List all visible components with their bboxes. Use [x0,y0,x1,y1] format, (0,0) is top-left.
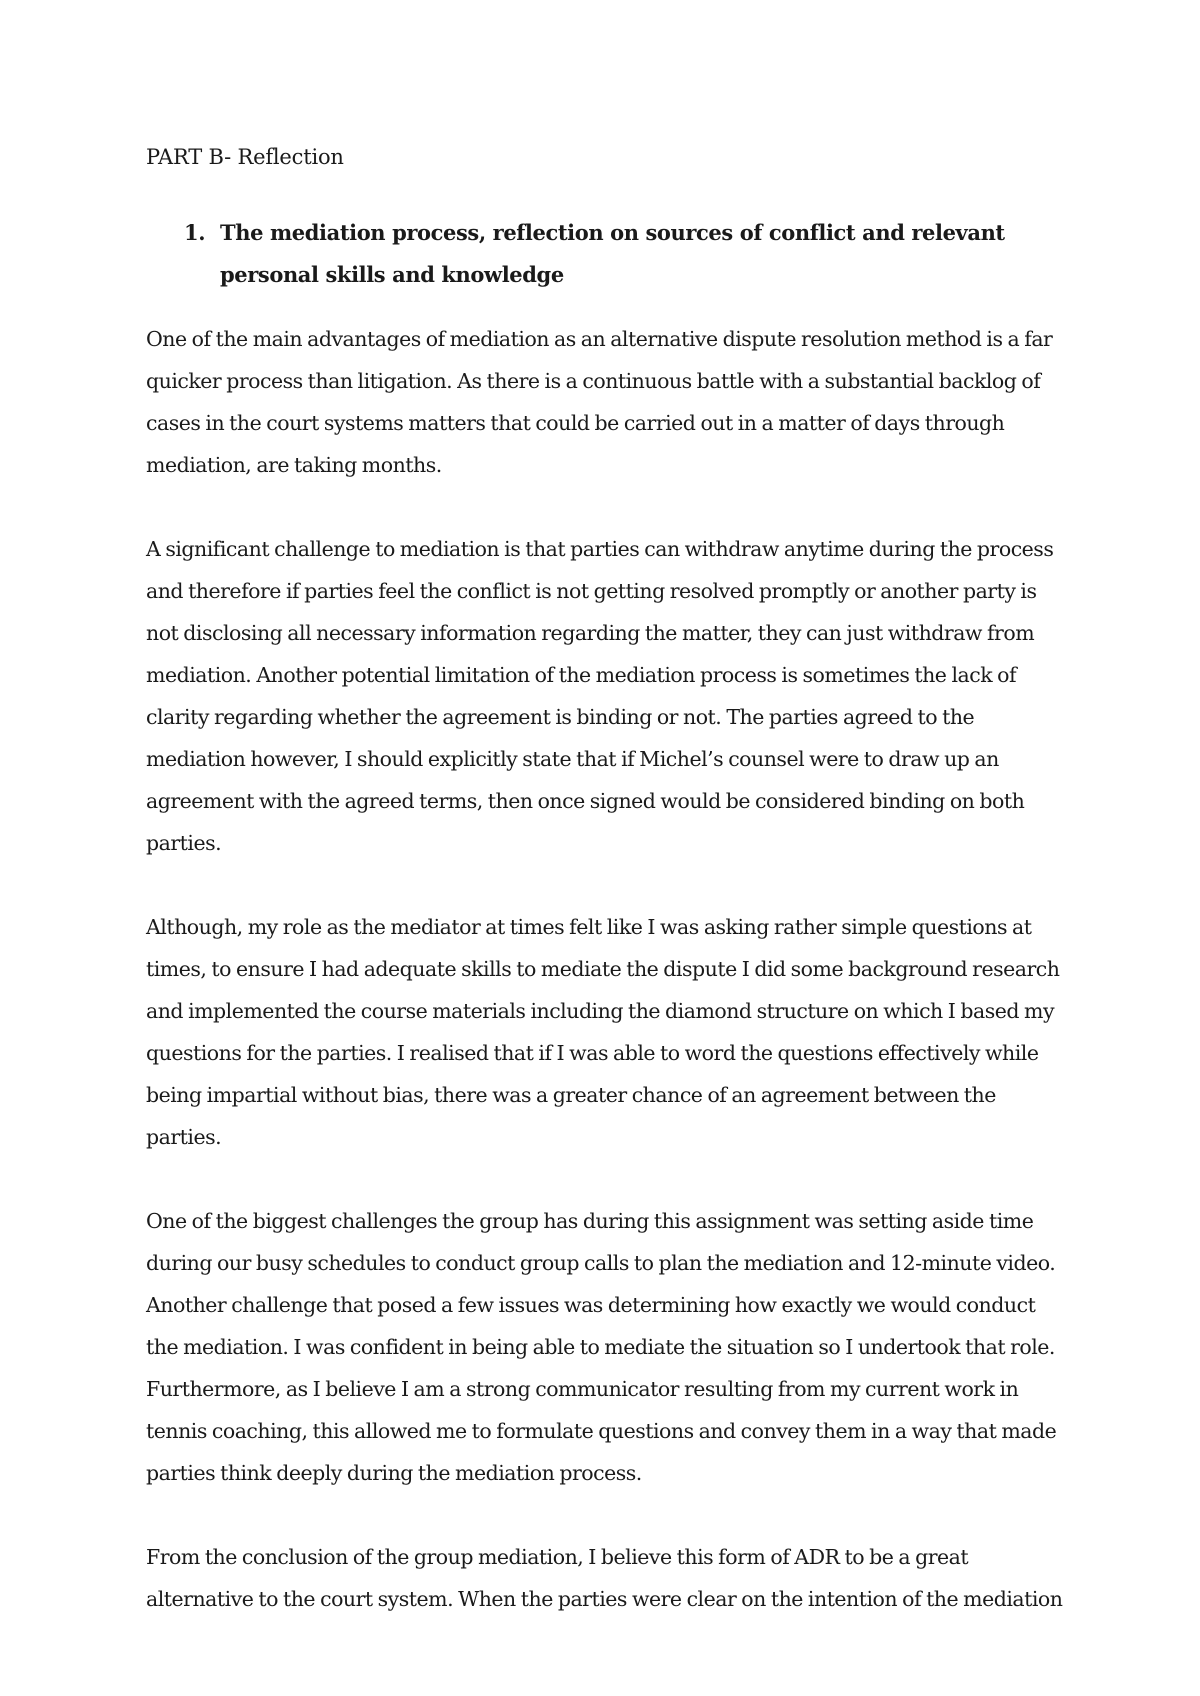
paragraph: From the conclusion of the group mediation, I believe this form of ADR to be a great alternative to the court system. When the parties were clear on the intention of the mediation [146,1545,1063,1611]
paragraph: One of the biggest challenges the group has during this assignment was setting aside time during our busy schedules to conduct group calls to plan the mediation and 12-minute video. Another challenge that posed a few issues was determining how exactly we would conduct the mediation. I was confident in being able to mediate the situation so I undertook that role. Furthermore, as I believe I am a strong communicator resulting from my current work in tennis coaching, this allowed me to formulate questions and convey them in a way that made parties think deeply during the mediation process. [146,1209,1057,1485]
body-text [146,318,1066,1620]
section-heading-text: The mediation process, reflection on sources of conflict and relevant personal skills and knowledge [220,220,1005,287]
paragraph: A significant challenge to mediation is that parties can withdraw anytime during the process and therefore if parties feel the conflict is not getting resolved promptly or another party is not disclosing all necessary information regarding the matter, they can just withdraw from mediation. Another potential limitation of the mediation process is sometimes the lack of clarity regarding whether the agreement is binding or not. The parties agreed to the mediation however, I should explicitly state that if Michel’s counsel were to draw up an agreement with the agreed terms, then once signed would be considered binding on both parties. [146,537,1054,855]
part-title: PART B- Reflection [146,145,344,169]
paragraph: One of the main advantages of mediation as an alternative dispute resolution method is a far quicker process than litigation. As there is a continuous battle with a substantial backlog of cases in the court systems matters that could be carried out in a matter of days through mediation, are taking months. [146,327,1053,477]
document-page [146,142,1066,1620]
section-heading [146,212,1066,296]
paragraph: Although, my role as the mediator at times felt like I was asking rather simple questions at times, to ensure I had adequate skills to mediate the dispute I did some background research and implemented the course materials including the diamond structure on which I based my questions for the parties. I realised that if I was able to word the questions effectively while being impartial without bias, there was a greater chance of an agreement between the parties. [146,915,1060,1149]
section-number: 1. [184,220,206,245]
